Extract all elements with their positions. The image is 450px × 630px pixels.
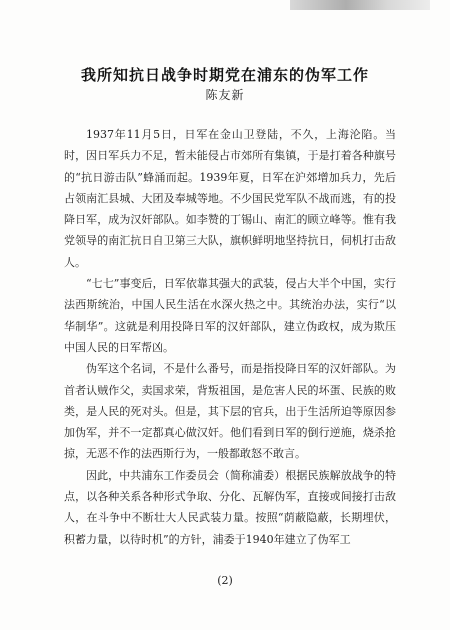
page-number: (2) (217, 574, 233, 587)
document-author: 陈友新 (205, 88, 245, 102)
document-body (64, 124, 396, 550)
paragraph-1: 1937年11月5日，日军在金山卫登陆，不久，上海沦陷。当时，因日军兵力不足，暂未能侵占市郊所有集镇，于是打着各种旗号的“抗日游击队”蜂涌而起。1939年夏，日军在沪郊增加兵力，先后占领南汇县城、大团及奉城等地。不少国民党军队不战而逃，有的投降日军，成为汉奸部队。如李赞的丁锡山、南汇的顾立峰等。惟有我党领导的南汇抗日自卫第三大队，旗帜鲜明地坚持抗日，伺机打击敌人。 (64, 128, 396, 269)
paragraph-2: “七七”事变后，日军依靠其强大的武装，侵占大半个中国，实行法西斯统治，中国人民生活在水深火热之中。其统治办法，实行“以华制华”。这就是利用投降日军的汉奸部队，建立伪政权，成为欺压中国人民的日军帮凶。 (64, 277, 396, 354)
scan-artifact (290, 0, 430, 10)
paragraph-4: 因此，中共浦东工作委员会（简称浦委）根据民族解放战争的特点，以各种关系各种形式争取、分化、瓦解伪军，直接或间接打击敌人，在斗争中不断壮大人民武装力量。按照“荫蔽隐蔽，长期埋伏，积蓄力量，以待时机”的方针，浦委于1940年建立了伪军工 (64, 468, 396, 546)
paragraph-3: 伪军这个名词，不是什么番号，而是指投降日军的汉奸部队。为首者认贼作父，卖国求荣，背叛祖国，是危害人民的坏蛋、民族的败类，是人民的死对头。但是，其下层的官兵，出于生活所迫等原因参加伪军，并不一定都真心做汉奸。他们看到日军的倒行逆施，烧杀抢掠，无恶不作的法西斯行为，一般都敢怒不敢言。 (64, 362, 396, 461)
document-title: 我所知抗日战争时期党在浦东的伪军工作 (80, 66, 369, 84)
